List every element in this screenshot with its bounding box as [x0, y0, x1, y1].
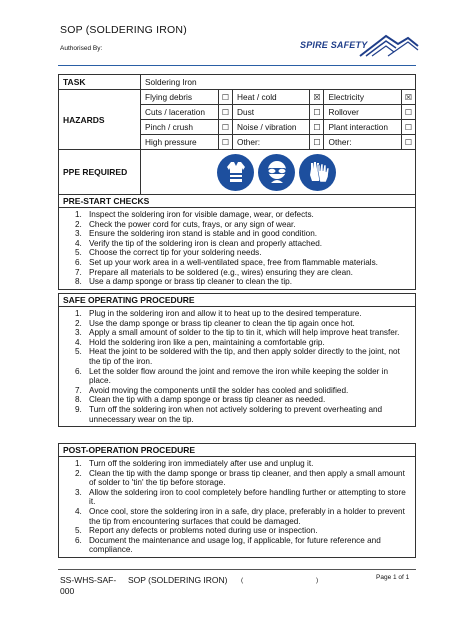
post-operation-procedure-section — [58, 443, 416, 558]
item-number: 5. — [75, 248, 82, 258]
list-item — [75, 238, 407, 249]
document-title: SOP (SOLDERING IRON) — [60, 24, 187, 36]
hazard-checkbox[interactable]: ☐ — [402, 105, 416, 120]
item-text: Use the damp sponge or brass tip cleaner to clean the tip again once hot. — [89, 318, 355, 328]
list-item — [75, 347, 407, 366]
list-item — [75, 210, 407, 220]
pre-start-checks-section — [58, 194, 416, 290]
list-item — [75, 267, 407, 278]
footer-divider — [58, 569, 416, 570]
task-label: TASK — [59, 75, 141, 90]
hazard-checkbox[interactable]: ☐ — [219, 105, 233, 120]
item-number: 1. — [75, 459, 82, 468]
hazard-name: Electricity — [324, 90, 402, 105]
item-text: Plug in the soldering iron and allow it to heat up to the desired temperature. — [89, 309, 362, 318]
item-text: Clean the tip with a damp sponge or brass tip cleaner as needed. — [89, 395, 326, 405]
item-text: Allow the soldering iron to cool completely before handling further or attempting to store it. — [89, 487, 406, 507]
list-item — [75, 248, 407, 258]
list-item — [75, 487, 407, 507]
item-text: Choose the correct tip for your soldering needs. — [89, 248, 262, 258]
list-item — [75, 366, 407, 386]
list-item — [75, 257, 407, 268]
list-item — [75, 395, 407, 405]
list-item — [75, 385, 407, 396]
hazard-checkbox[interactable]: ☒ — [310, 90, 324, 105]
list-item — [75, 337, 407, 348]
ppe-row — [59, 150, 416, 195]
hazard-checkbox[interactable]: ☐ — [219, 135, 233, 150]
item-text: Inspect the soldering iron for visible damage, wear, or defects. — [89, 210, 314, 219]
list-item — [75, 309, 407, 319]
item-text: Apply a small amount of solder to the tip to tin it, which will help improve heat transfer. — [89, 328, 400, 338]
item-text: Clean the tip with the damp sponge or brass tip cleaner, and then apply a small amount of solder to 'tin' the tip before storage. — [89, 468, 405, 488]
document-code-line: 000 — [60, 586, 75, 596]
list-item — [75, 468, 407, 488]
hazard-name: Dust — [233, 105, 310, 120]
mountain-logo-icon — [358, 32, 420, 58]
item-text: Check the power cord for cuts, frays, or any sign of wear. — [89, 219, 296, 229]
post-operation-list — [59, 457, 415, 557]
task-hazard-table — [58, 74, 416, 195]
item-number: 4. — [75, 238, 82, 248]
footer-paren-close: ) — [316, 577, 319, 584]
item-text: Use a damp sponge or brass tip cleaner to clean the tip. — [89, 277, 292, 287]
list-item — [75, 318, 407, 329]
hazard-checkbox[interactable]: ☐ — [310, 135, 324, 150]
list-item — [75, 506, 407, 526]
item-number: 3. — [75, 328, 82, 338]
item-text: Report any defects or problems noted during use or inspection. — [89, 526, 318, 536]
item-number: 3. — [75, 487, 82, 497]
section-heading: SAFE OPERATING PROCEDURE — [59, 294, 415, 307]
safety-glasses-icon — [258, 154, 295, 191]
hazard-checkbox[interactable]: ☒ — [402, 90, 416, 105]
document-code-line: SS-WHS-SAF- — [60, 575, 117, 585]
section-heading: POST-OPERATION PROCEDURE — [59, 444, 415, 457]
item-text: Set up your work area in a well-ventilated space, free from flammable materials. — [89, 257, 378, 267]
item-number: 7. — [75, 267, 82, 277]
hazard-name: Pinch / crush — [141, 120, 219, 135]
list-item — [75, 328, 407, 338]
page-number: Page 1 of 1 — [376, 574, 410, 581]
task-value: Soldering Iron — [141, 75, 416, 90]
hazard-name: Cuts / laceration — [141, 105, 219, 120]
hazard-checkbox[interactable]: ☐ — [219, 120, 233, 135]
safe-operating-procedure-section — [58, 293, 416, 427]
footer-paren-open: ( — [241, 577, 244, 584]
hazard-name: Plant interaction — [324, 120, 402, 135]
hazard-row — [59, 90, 416, 105]
item-number: 6. — [75, 366, 82, 376]
item-number: 9. — [75, 404, 82, 414]
hazard-name: Heat / cold — [233, 90, 310, 105]
safe-operating-list — [59, 307, 415, 426]
hazard-name: Other: — [324, 135, 402, 150]
list-item — [75, 219, 407, 230]
item-text: Turn off the soldering iron when not actively soldering to prevent overheating and unnecessary wear on the tip. — [89, 404, 383, 424]
list-item — [75, 404, 407, 424]
footer-title: SOP (SOLDERING IRON) — [128, 575, 228, 585]
hazard-name: Other: — [233, 135, 310, 150]
item-number: 5. — [75, 526, 82, 536]
item-number: 1. — [75, 309, 82, 318]
task-row — [59, 75, 416, 90]
item-number: 2. — [75, 219, 82, 229]
item-text: Verify the tip of the soldering iron is clean and properly attached. — [89, 238, 323, 248]
logo-text: SPIRE SAFETY — [300, 40, 368, 50]
authorised-by-label: Authorised By: — [60, 45, 103, 52]
hazard-name: Rollover — [324, 105, 402, 120]
item-number: 6. — [75, 535, 82, 545]
gloves-icon — [299, 154, 336, 191]
list-item — [75, 459, 407, 469]
item-number: 3. — [75, 229, 82, 239]
item-number: 1. — [75, 210, 82, 219]
item-number: 5. — [75, 347, 82, 357]
item-text: Hold the soldering iron like a pen, maintaining a comfortable grip. — [89, 337, 325, 347]
item-number: 7. — [75, 385, 82, 395]
item-number: 2. — [75, 468, 82, 478]
ppe-icons-cell — [141, 150, 416, 195]
item-text: Document the maintenance and usage log, if applicable, for future reference and compliance. — [89, 535, 381, 555]
hazard-name: High pressure — [141, 135, 219, 150]
hazard-name: Noise / vibration — [233, 120, 310, 135]
item-number: 2. — [75, 318, 82, 328]
hi-vis-vest-icon — [217, 154, 254, 191]
spire-safety-logo — [300, 32, 420, 62]
item-text: Avoid moving the components until the solder has cooled and solidified. — [89, 385, 349, 395]
list-item — [75, 277, 407, 287]
hazard-checkbox[interactable]: ☐ — [219, 90, 233, 105]
item-text: Once cool, store the soldering iron in a safe, dry place, preferably in a holder to prevent the tip from encountering surfaces that could be damaged. — [89, 506, 405, 526]
section-heading: PRE-START CHECKS — [59, 195, 415, 208]
hazard-checkbox[interactable]: ☐ — [310, 120, 324, 135]
item-number: 6. — [75, 257, 82, 267]
hazard-checkbox[interactable]: ☐ — [402, 135, 416, 150]
list-item — [75, 535, 407, 555]
item-number: 4. — [75, 337, 82, 347]
hazards-label: HAZARDS — [59, 90, 141, 150]
item-text: Let the solder flow around the joint and remove the iron while keeping the solder in place. — [89, 366, 389, 386]
item-text: Turn off the soldering iron immediately after use and unplug it. — [89, 459, 314, 468]
header-divider — [58, 65, 416, 66]
item-text: Ensure the soldering iron stand is stable and in good condition. — [89, 229, 318, 239]
item-text: Prepare all materials to be soldered (e.g., wires) ensuring they are clean. — [89, 267, 353, 277]
list-item — [75, 229, 407, 239]
hazard-name: Flying debris — [141, 90, 219, 105]
item-number: 8. — [75, 277, 82, 287]
document-code — [60, 575, 116, 597]
ppe-required-label: PPE REQUIRED — [59, 150, 141, 195]
item-text: Heat the joint to be soldered with the tip, and then apply solder directly to the joint, not the tip of the iron. — [89, 347, 400, 366]
list-item — [75, 526, 407, 536]
item-number: 8. — [75, 395, 82, 405]
hazard-checkbox[interactable]: ☐ — [402, 120, 416, 135]
pre-start-list — [59, 208, 415, 289]
item-number: 4. — [75, 506, 82, 516]
hazard-checkbox[interactable]: ☐ — [310, 105, 324, 120]
